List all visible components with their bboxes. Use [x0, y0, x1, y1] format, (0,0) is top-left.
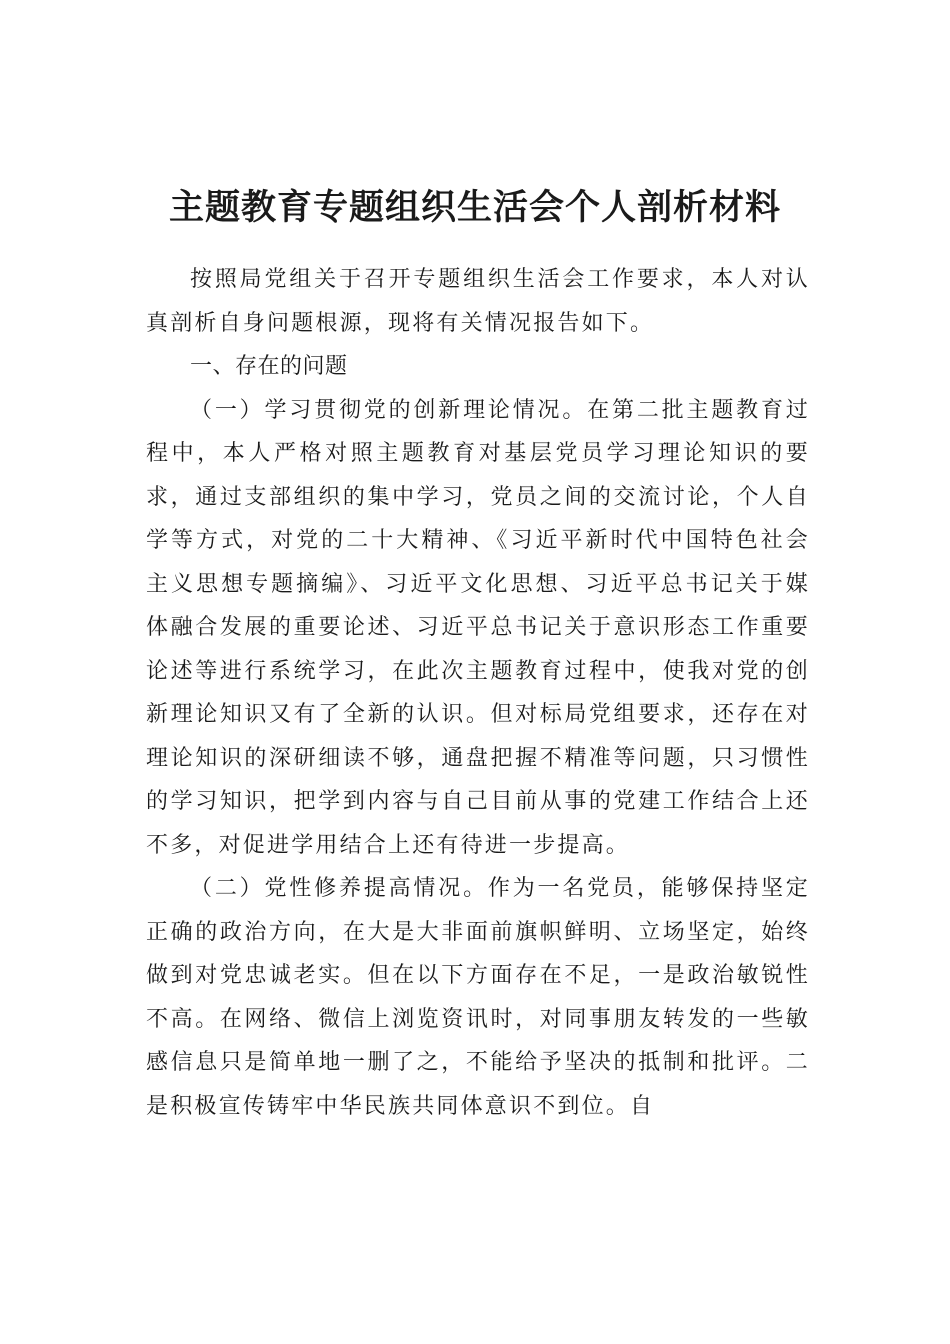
item-1-heading: （一）学习贯彻党的创新理论情况。 [190, 397, 588, 423]
item-1-paragraph [146, 389, 810, 868]
item-2-heading: （二）党性修养提高情况。 [190, 876, 488, 901]
document-body [146, 258, 810, 1128]
item-1-text: 在第二批主题教育过程中，本人严格对照主题教育对基层党员学习理论知识的要求，通过支部组织的集中学习，党员之间的交流讨论，个人自学等方式，对党的二十大精神、《习近平新时代中国特色社会主义思想专题摘编》、习近平文化思想、习近平总书记关于媒体融合发展的重要论述、习近平总书记关于意识形态工作重要论述等进行系统学习，在此次主题教育过程中，使我对党的创新理论知识又有了全新的认识。但对标局党组要求，还存在对理论知识的深研细读不够，通盘把握不精准等问题，只习惯性的学习知识，把学到内容与自己目前从事的党建工作结合上还不多，对促进学用结合上还有待进一步提高。 [146, 397, 810, 858]
intro-paragraph: 按照局党组关于召开专题组织生活会工作要求，本人对认真剖析自身问题根源，现将有关情况报告如下。 [146, 267, 810, 336]
document-title: 主题教育专题组织生活会个人剖析材料 [168, 187, 781, 229]
section-heading-problems: 一、存在的问题 [190, 354, 348, 379]
item-2-text: 作为一名党员，能够保持坚定正确的政治方向，在大是大非面前旗帜鲜明、立场坚定，始终做到对党忠诚老实。但在以下方面存在不足，一是政治敏锐性不高。在网络、微信上浏览资讯时，对同事朋友转发的一些敏感信息只是简单地一删了之，不能给予坚决的抵制和批评。二是积极宣传铸牢中华民族共同体意识不到位。自 [146, 876, 810, 1119]
item-2-paragraph [146, 867, 810, 1128]
